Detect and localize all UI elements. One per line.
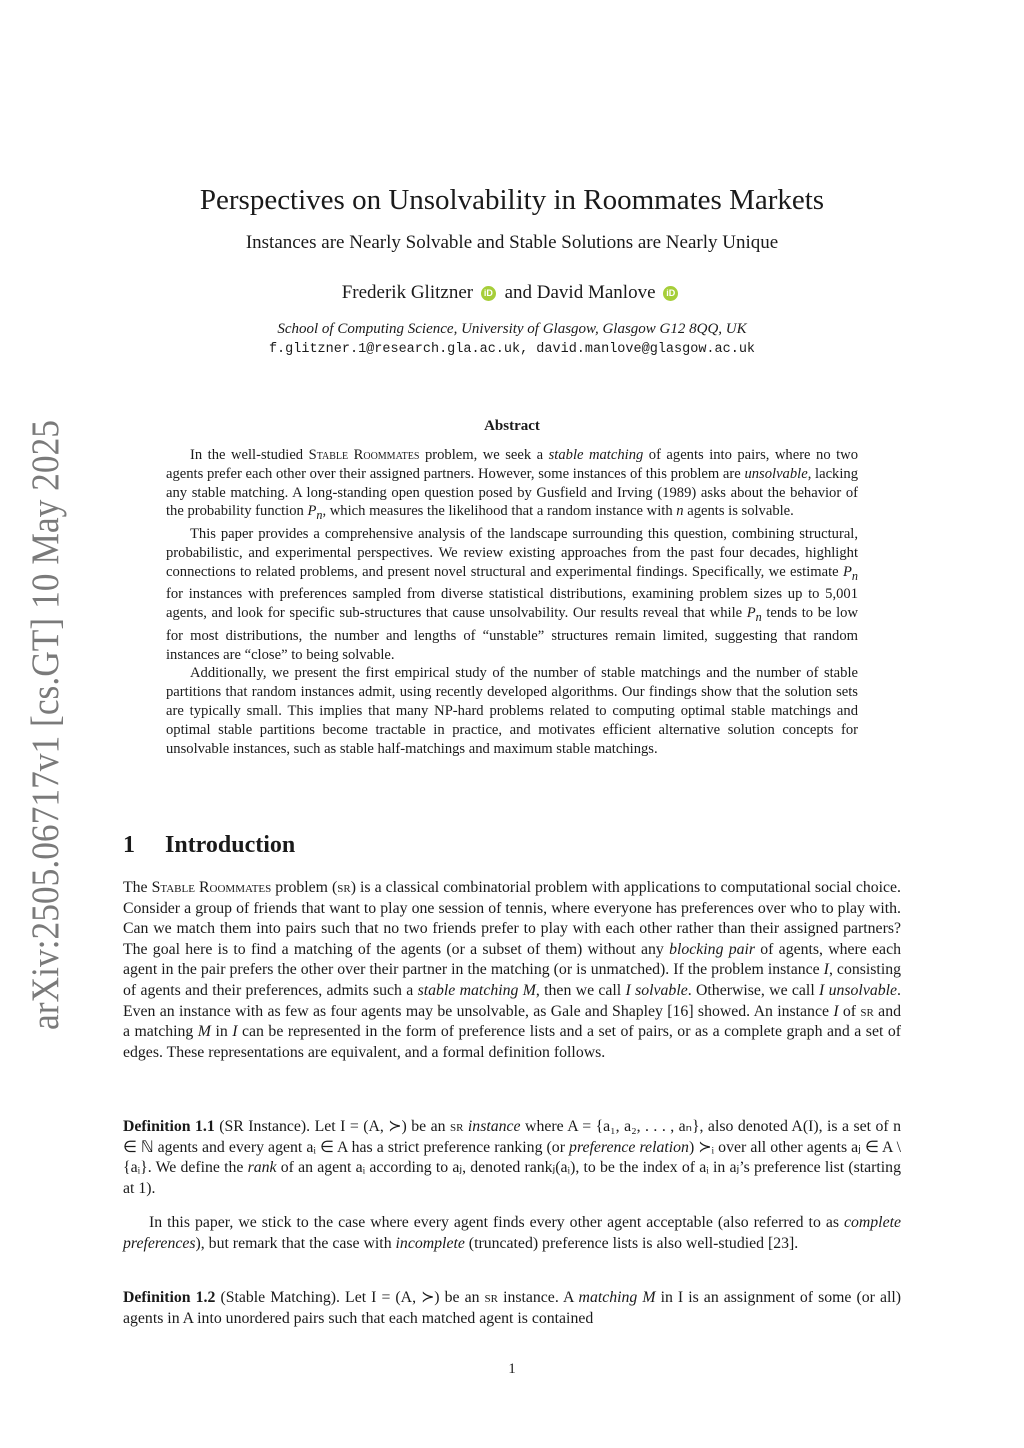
author-emails[interactable]: f.glitzner.1@research.gla.ac.uk, david.manlove@glasgow.ac.uk bbox=[268, 342, 756, 357]
abstract-heading: Abstract bbox=[484, 418, 540, 434]
author-line bbox=[0, 282, 1024, 304]
author-manlove: David Manlove bbox=[536, 282, 656, 303]
page-number: 1 bbox=[508, 1361, 516, 1377]
section-number: 1 bbox=[123, 832, 135, 858]
arxiv-identifier-svg bbox=[14, 420, 74, 1030]
section-heading bbox=[123, 832, 295, 859]
author-joiner: and bbox=[504, 282, 533, 303]
orcid-icon[interactable]: iD bbox=[481, 286, 496, 301]
definition-1-1: Definition 1.1 (SR Instance). Let I = (A, ≻) be an sr instance where A = {a₁, a₂, . . . , aₙ}, also denoted A(I), is a set of n ∈ ℕ agents and every agent aᵢ ∈ A has a strict preference ranking (or preference relation) ≻ᵢ over all other agents aⱼ ∈ A \ {aᵢ}. We define the rank of an agent aᵢ according to aⱼ, denoted rankⱼ(aᵢ), to be the index of aᵢ in aⱼ’s preference list (starting at 1). bbox=[123, 1118, 902, 1197]
intro-paragraph: The Stable Roommates problem (sr) is a classical combinatorial problem with applications to computational social choice. Consider a group of friends that want to play one session of tennis, where everyone has preferences over who to play with. Can we match them into pairs such that no two friends prefer to play with each other rather than their assigned partners? The goal here is to find a matching of the agents (or a subset of them) without any blocking pair of agents, where each agent in the pair prefers the other over their partner in the matching (or is unmatched). If the problem instance I, consisting of agents and their preferences, admits such a stable matching M, then we call I solvable. Otherwise, we call I unsolvable. Even an instance with as few as four agents may be unsolvable, as Gale and Shapley [16] showed. An instance I of sr and a matching M in I can be represented in the form of preference lists and a set of pairs, or as a complete graph and a set of edges. These representations are equivalent, and a formal definition follows. bbox=[123, 879, 901, 1061]
affiliation: School of Computing Science, University of Glasgow, Glasgow G12 8QQ, UK bbox=[277, 321, 747, 337]
author-glitzner: Frederik Glitzner bbox=[341, 282, 474, 303]
abstract bbox=[166, 446, 858, 758]
abstract-paragraph-3: Additionally, we present the first empirical study of the number of stable matchings and the number of stable partitions that random instances admit, using recently developed algorithms. Our findings show that the solution sets are typically small. This implies that many NP-hard problems related to computing optimal stable matchings and optimal stable partitions become tractable in practice, and motivates efficient alternative solution concepts for unsolvable instances, such as stable half-matchings and maximum stable matchings. bbox=[166, 665, 858, 757]
definition-label: Definition 1.1 bbox=[123, 1118, 215, 1135]
definition-label: Definition 1.2 bbox=[123, 1289, 216, 1306]
definition-1-2: Definition 1.2 (Stable Matching). Let I = (A, ≻) be an sr instance. A matching M in I is an assignment of some (or all) agents in A into unordered pairs such that each matched agent is contained bbox=[123, 1289, 902, 1327]
paper-title: Perspectives on Unsolvability in Roommates Markets bbox=[199, 184, 825, 216]
complete-preferences-paragraph: In this paper, we stick to the case where every agent finds every other agent acceptable (also referred to as complete preferences), but remark that the case with incomplete (truncated) preference lists is also well-studied [23]. bbox=[123, 1214, 901, 1252]
paper-subtitle: Instances are Nearly Solvable and Stable Solutions are Nearly Unique bbox=[245, 232, 779, 253]
orcid-icon[interactable]: iD bbox=[663, 286, 678, 301]
abstract-paragraph-1: In the well-studied Stable Roommates problem, we seek a stable matching of agents into pairs, where no two agents prefer each other over their assigned partners. However, some instances of this problem are unsolvable, lacking any stable matching. A long-standing open question posed by Gusfield and Irving (1989) asks about the behavior of the probability function $P_n$, which measures the likelihood that a random instance with n agents is solvable. bbox=[166, 447, 858, 523]
arxiv-identifier[interactable] bbox=[14, 420, 74, 1030]
arxiv-identifier-text: arXiv:2505.06717v1 [cs.GT] 10 May 2025 bbox=[24, 420, 67, 1030]
section-title: Introduction bbox=[165, 832, 296, 858]
abstract-paragraph-2: This paper provides a comprehensive analysis of the landscape surrounding this question, combining structural, probabilistic, and experimental perspectives. We review existing approaches from the past four decades, highlight connections to related problems, and present novel structural and experimental findings. Specifically, we estimate $P_n$ for instances with preferences sampled from diverse statistical distributions, examining problem sizes up to 5,001 agents, and look for specific sub-structures that cause unsolvability. Our results reveal that while $P_n$ tends to be low for most distributions, the number and lengths of “unstable” structures remain limited, suggesting that random instances are “close” to being solvable. bbox=[166, 526, 858, 663]
